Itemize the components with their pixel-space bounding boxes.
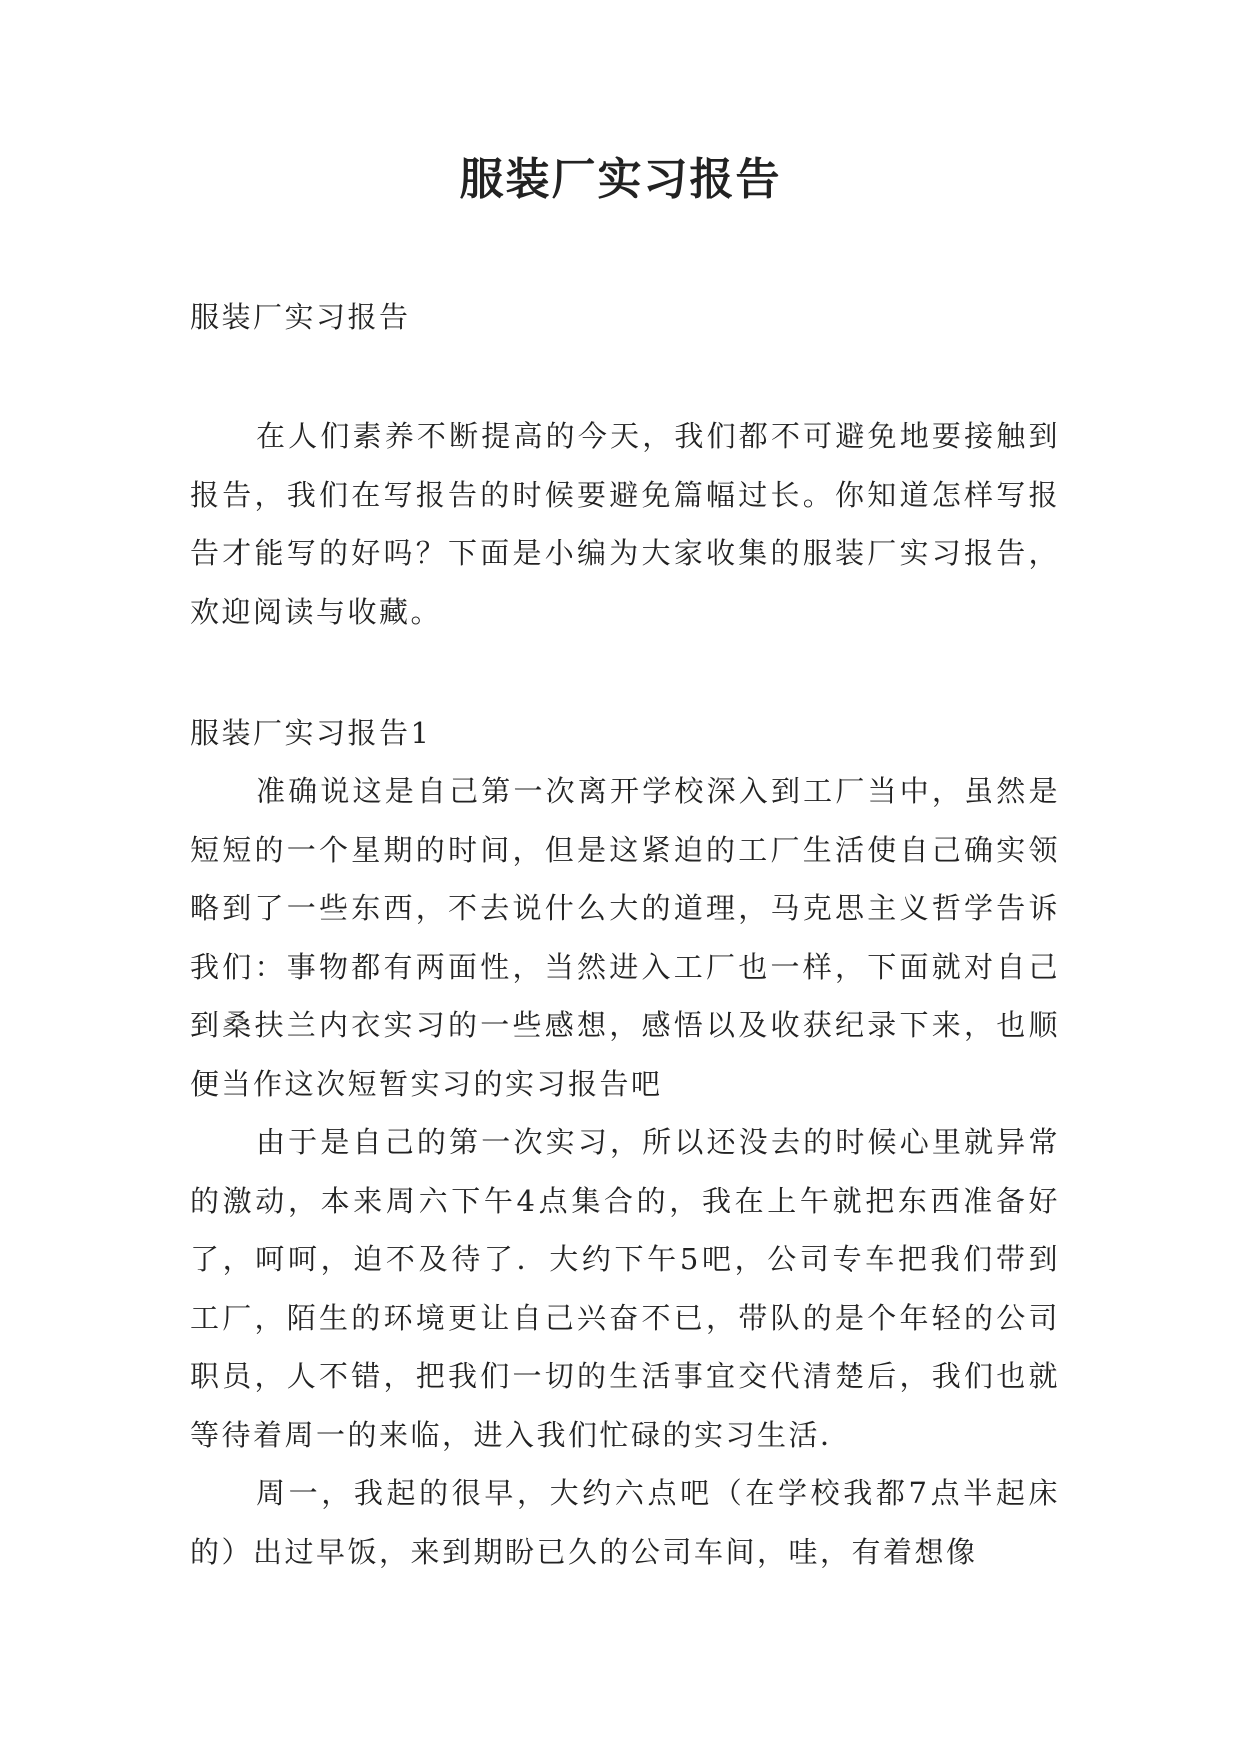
body-paragraph: 准确说这是自己第一次离开学校深入到工厂当中，虽然是短短的一个星期的时间，但是这紧迫的工厂生活使自己确实领略到了一些东西，不去说什么大的道理，马克思主义哲学告诉我们：事物都有两面性，当然进入工厂也一样，下面就对自己到桑扶兰内衣实习的一些感想，感悟以及收获纪录下来，也顺便当作这次短暂实习的实习报告吧: [190, 774, 1060, 1101]
body-section: [190, 762, 1060, 1581]
body-paragraph: 周一，我起的很早，大约六点吧（在学校我都7点半起床的）出过早饭，来到期盼已久的公司车间，哇，有着想像: [190, 1476, 1060, 1569]
body-paragraph: 由于是自己的第一次实习，所以还没去的时候心里就异常的激动，本来周六下午4点集合的，我在上午就把东西准备好了，呵呵，迫不及待了．大约下午5吧，公司专车把我们带到工厂，陌生的环境更让自己兴奋不已，带队的是个年轻的公司职员，人不错，把我们一切的生活事宜交代清楚后，我们也就等待着周一的来临，进入我们忙碌的实习生活．: [190, 1125, 1060, 1452]
document-title: 服装厂实习报告: [459, 154, 782, 205]
document-subtitle: 服装厂实习报告: [190, 300, 411, 334]
intro-paragraph: 在人们素养不断提高的今天，我们都不可避免地要接触到报告，我们在写报告的时候要避免篇幅过长。你知道怎样写报告才能写的好吗？下面是小编为大家收集的服装厂实习报告，欢迎阅读与收藏。: [190, 419, 1060, 629]
intro-section: [190, 407, 1060, 641]
section-heading: 服装厂实习报告1: [190, 716, 432, 750]
